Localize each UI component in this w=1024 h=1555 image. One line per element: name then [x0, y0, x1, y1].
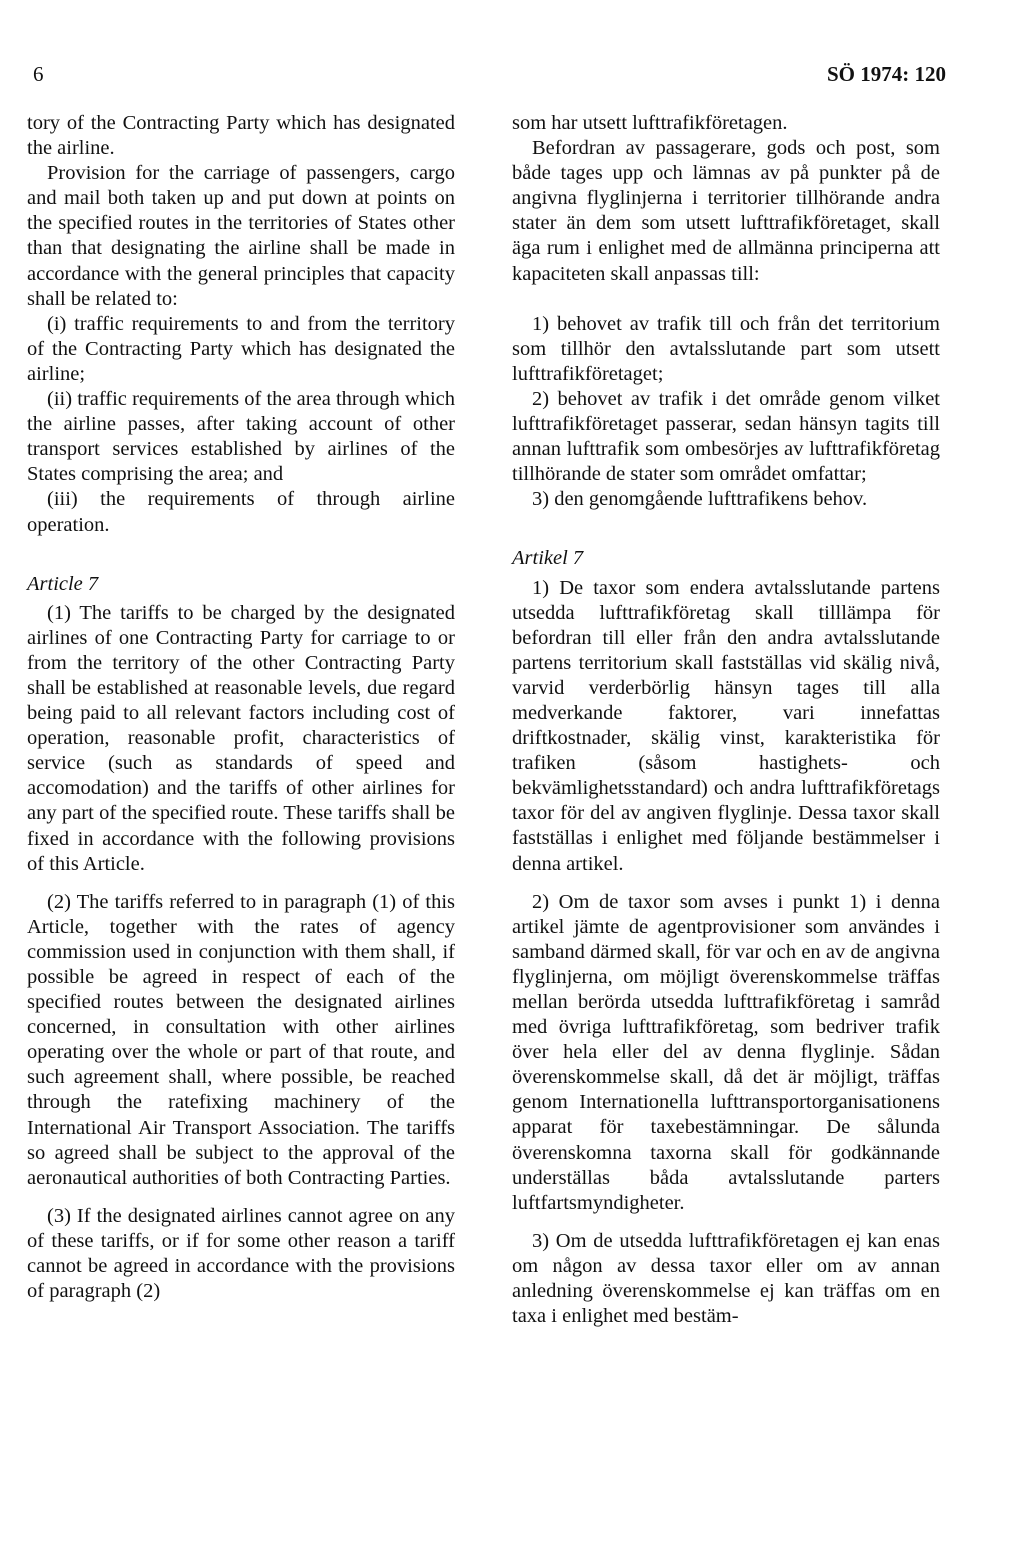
en-article-heading: Article 7 [27, 572, 99, 595]
sv-article-heading: Artikel 7 [512, 547, 584, 570]
sv-paragraph-5: 3) den genomgående lufttrafikens behov. [532, 488, 868, 511]
sv-paragraph-3: 1) behovet av trafik till och från det territorium som tillhör den avtalsslutande part som utsett lufttrafikföretaget; [512, 312, 940, 385]
en-paragraph-5: (iii) the requirements of through airline operation. [27, 488, 455, 536]
english-column [27, 111, 455, 1304]
swedish-column [512, 111, 940, 1329]
sv-paragraph-2: Befordran av passagerare, gods och post, som både tages upp och lämnas av på punkter på de angivna flyglinjerna i territorier tillhörande andra stater än dem som utsett lufttrafikföretaget, skall äga rum i enlighet med de allmänna principerna att kapaciteten skall anpassas till: [512, 137, 940, 285]
en-paragraph-1: tory of the Contracting Party which has designated the airline. [27, 112, 455, 160]
en-paragraph-3: (i) traffic requirements to and from the territory of the Contracting Party which has designated the airline; [27, 312, 455, 385]
sv-paragraph-8: 3) Om de utsedda lufttrafikföretagen ej kan enas om någon av dessa taxor eller om av annan anledning överenskommelse ej kan träffas om en taxa i enlighet med bestäm- [512, 1229, 940, 1328]
en-paragraph-4: (ii) traffic requirements of the area through which the airline passes, after taking account of other transport services established by airlines of the States comprising the area; and [27, 388, 455, 486]
en-paragraph-2: Provision for the carriage of passengers, cargo and mail both taken up and put down at points on the specified routes in the territories of States other than that designating the airline shall be made in accordance with the general principles that capacity shall be related to: [27, 162, 455, 310]
sv-paragraph-4: 2) behovet av trafik i det område genom vilket lufttrafikföretaget passerar, sedan hänsyn tagits till annan lufttrafik som ombesörjes av lufttrafikföretag tillhörande de stater som området omfattar; [512, 387, 940, 486]
en-paragraph-7: (2) The tariffs referred to in paragraph (1) of this Article, together with the rates of agency commission used in conjunction with them shall, if possible be agreed in respect of each of the specified routes between the designated airlines concerned, in consultation with other airlines operating over the whole or part of that route, and such agreement shall, where possible, be reached through the ratefixing machinery of the International Air Transport Association. The tariffs so agreed shall be subject to the approval of the aeronautical authorities of both Contracting Parties. [27, 890, 455, 1189]
sv-paragraph-6: 1) De taxor som endera avtalsslutande partens utsedda lufttrafikföretag skall tilllämpa för befordran till eller från den andra avtalsslutande partens territorium skall fastställas vid skälig nivå, varvid verderbörlig hänsyn tages till alla medverkande faktorer, vari innefattas driftkostnader, skälig vinst, karakteristika för trafiken (såsom hastighets- och bekvämlighetsstandard) och andra lufttrafikföretags taxor för del av angiven flyglinje. Dessa taxor skall fastställas i enlighet med följande bestämmelser i denna artikel. [512, 576, 940, 875]
page-number: 6 [33, 62, 44, 86]
en-paragraph-6: (1) The tariffs to be charged by the designated airlines of one Contracting Party for carriage to or from the territory of the other Contracting Party shall be established at reasonable levels, due regard being paid to all relevant factors including cost of operation, reasonable profit, characteristics of service (such as standards of speed and accomodation) and the tariffs of other airlines for any part of the specified route. These tariffs shall be fixed in accordance with the following provisions of this Article. [27, 601, 455, 875]
sv-paragraph-1: som har utsett lufttrafikföretagen. [512, 112, 788, 134]
en-paragraph-8: (3) If the designated airlines cannot agree on any of these tariffs, or if for some other reason a tariff cannot be agreed in accordance with the provisions of paragraph (2) [27, 1204, 455, 1303]
sv-paragraph-7: 2) Om de taxor som avses i punkt 1) i denna artikel jämte de agentprovisioner som användes i samband därmed skall, för var och en av de angivna flyglinjerna, om möjligt överenskommelse träffas mellan berörda utsedda lufttrafikföretag i samråd med övriga lufttrafikföretag, som bedriver trafik över hela eller del av denna flyglinje. Sådan överenskommelse skall, då det är möjligt, träffas genom Internationella lufttransportorganisationens apparat för taxebestämningar. De sålunda överenskomna taxorna skall för godkännande underställas båda avtalsslutande parters luftfartsmyndigheter. [512, 890, 940, 1214]
document-reference: SÖ 1974: 120 [826, 62, 946, 86]
